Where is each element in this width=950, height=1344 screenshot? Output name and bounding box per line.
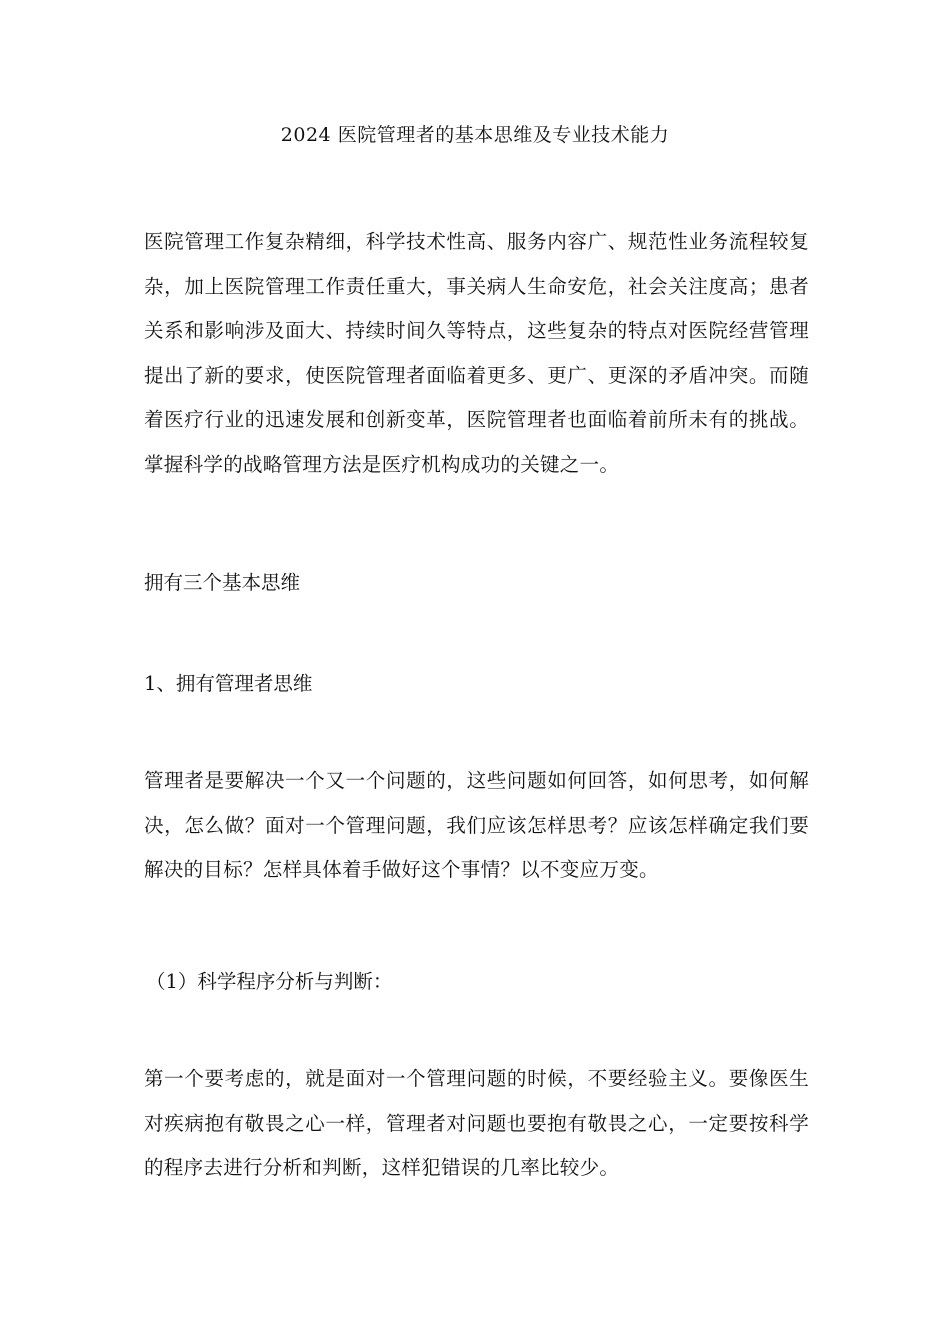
point-heading: （1）科学程序分析与判断： bbox=[146, 970, 393, 993]
subsection-paragraph: 管理者是要解决一个又一个问题的，这些问题如何回答，如何思考，如何解决，怎么做？面对一个管理问题，我们应该怎样思考？应该怎样确定我们要解决的目标？怎样具体着手做好这个事情？以不变应万变。 bbox=[144, 769, 809, 882]
intro-paragraph: 医院管理工作复杂精细，科学技术性高、服务内容广、规范性业务流程较复杂，加上医院管理工作责任重大，事关病人生命安危，社会关注度高；患者关系和影响涉及面大、持续时间久等特点，这些复杂的特点对医院经营管理提出了新的要求，使医院管理者面临着更多、更广、更深的矛盾冲突。而随着医疗行业的迅速发展和创新变革，医院管理者也面临着前所未有的挑战。掌握科学的战略管理方法是医疗机构成功的关键之一。 bbox=[144, 230, 809, 476]
point-paragraph: 第一个要考虑的，就是面对一个管理问题的时候，不要经验主义。要像医生对疾病抱有敬畏之心一样，管理者对问题也要抱有敬畏之心，一定要按科学的程序去进行分析和判断，这样犯错误的几率比较少。 bbox=[144, 1067, 809, 1180]
subsection-heading: 1、拥有管理者思维 bbox=[144, 672, 313, 695]
document-title: 2024 医院管理者的基本思维及专业技术能力 bbox=[280, 124, 670, 146]
section-heading: 拥有三个基本思维 bbox=[144, 571, 301, 594]
